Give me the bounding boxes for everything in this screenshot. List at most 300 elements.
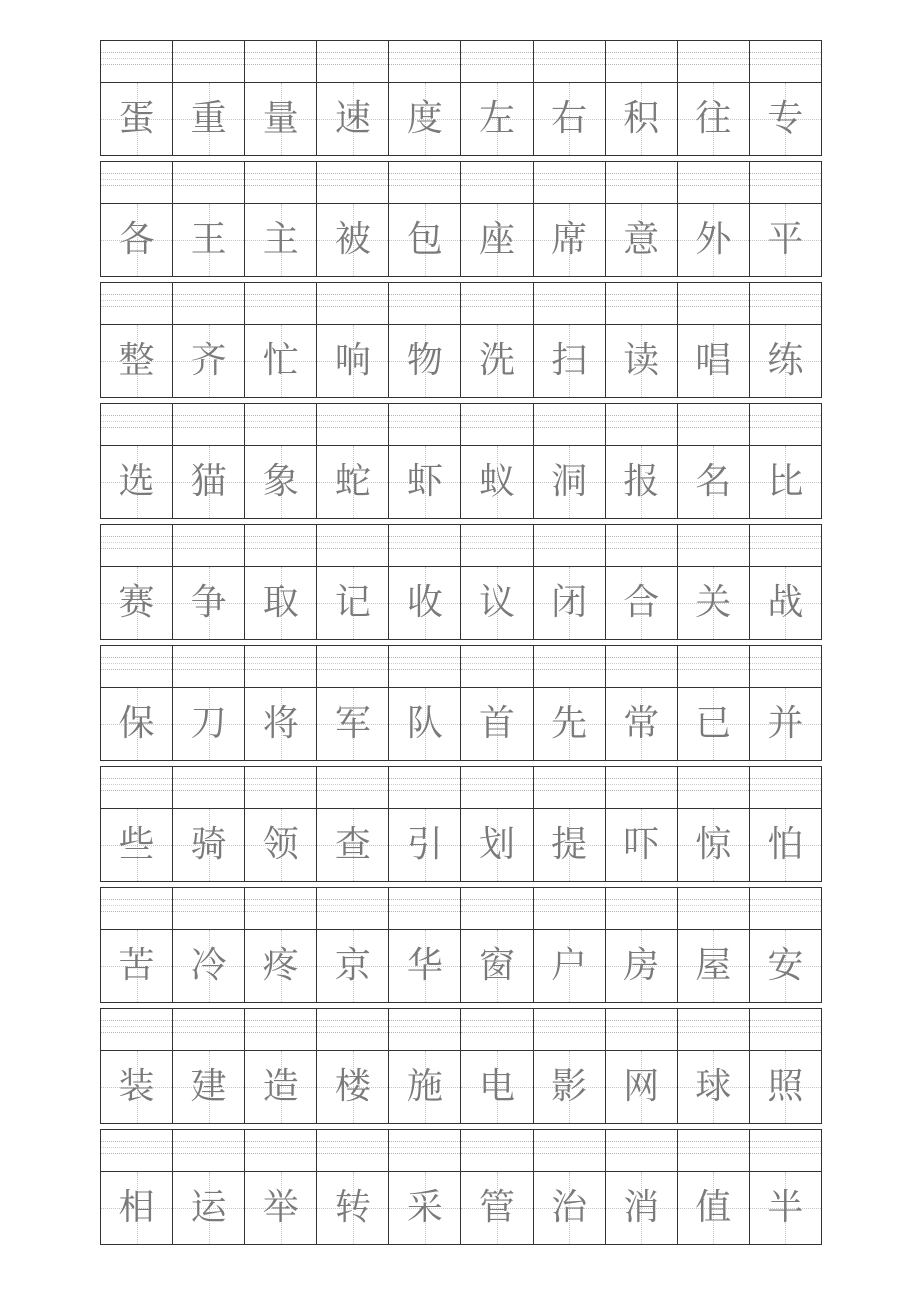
- pinyin-cell: [389, 162, 461, 203]
- pinyin-cell: [389, 1009, 461, 1050]
- character-glyph: 些: [118, 824, 155, 865]
- character-glyph: 疼: [262, 945, 299, 986]
- character-cell: [389, 809, 461, 881]
- character-row: [101, 446, 821, 518]
- pinyin-cell: [750, 525, 821, 566]
- character-glyph: 记: [334, 582, 371, 623]
- pinyin-cell: [750, 162, 821, 203]
- character-row-block: [100, 887, 822, 1003]
- pinyin-cell: [534, 404, 606, 445]
- pinyin-cell: [678, 1009, 750, 1050]
- character-glyph: 提: [551, 824, 588, 865]
- pinyin-cell: [750, 767, 821, 808]
- character-row-block: [100, 1129, 822, 1245]
- character-cell: [750, 83, 821, 155]
- character-glyph: 意: [623, 219, 660, 260]
- character-cell: [173, 688, 245, 760]
- character-cell: [606, 688, 678, 760]
- character-cell: [173, 567, 245, 639]
- character-cell: [101, 204, 173, 276]
- character-glyph: 并: [767, 703, 804, 744]
- character-glyph: 物: [406, 340, 443, 381]
- pinyin-cell: [101, 41, 173, 82]
- character-cell: [678, 688, 750, 760]
- pinyin-cell: [173, 162, 245, 203]
- character-glyph: 建: [190, 1066, 227, 1107]
- pinyin-guide-row: [101, 888, 821, 930]
- character-cell: [101, 930, 173, 1002]
- pinyin-cell: [245, 646, 317, 687]
- pinyin-cell: [389, 525, 461, 566]
- character-cell: [678, 809, 750, 881]
- character-glyph: 电: [479, 1066, 516, 1107]
- character-cell: [317, 83, 389, 155]
- character-cell: [461, 930, 533, 1002]
- character-cell: [173, 1051, 245, 1123]
- pinyin-cell: [245, 41, 317, 82]
- character-cell: [750, 1051, 821, 1123]
- character-cell: [750, 930, 821, 1002]
- character-glyph: 赛: [118, 582, 155, 623]
- pinyin-cell: [678, 1130, 750, 1171]
- character-cell: [534, 1051, 606, 1123]
- character-cell: [534, 446, 606, 518]
- character-glyph: 外: [695, 219, 732, 260]
- pinyin-cell: [101, 1009, 173, 1050]
- character-glyph: 网: [623, 1066, 660, 1107]
- pinyin-cell: [461, 525, 533, 566]
- pinyin-cell: [245, 525, 317, 566]
- character-glyph: 吓: [623, 824, 660, 865]
- character-cell: [245, 325, 317, 397]
- character-cell: [750, 446, 821, 518]
- character-cell: [317, 1172, 389, 1244]
- pinyin-cell: [461, 767, 533, 808]
- character-glyph: 练: [767, 340, 804, 381]
- pinyin-cell: [173, 283, 245, 324]
- character-glyph: 划: [479, 824, 516, 865]
- character-cell: [173, 930, 245, 1002]
- pinyin-guide-row: [101, 404, 821, 446]
- pinyin-cell: [534, 283, 606, 324]
- pinyin-cell: [534, 162, 606, 203]
- character-glyph: 房: [623, 945, 660, 986]
- pinyin-cell: [678, 646, 750, 687]
- pinyin-guide-row: [101, 1009, 821, 1051]
- character-glyph: 常: [623, 703, 660, 744]
- character-cell: [750, 809, 821, 881]
- pinyin-cell: [534, 646, 606, 687]
- character-cell: [101, 567, 173, 639]
- character-cell: [389, 325, 461, 397]
- character-cell: [317, 688, 389, 760]
- pinyin-cell: [606, 41, 678, 82]
- character-cell: [245, 446, 317, 518]
- pinyin-cell: [173, 767, 245, 808]
- character-cell: [606, 567, 678, 639]
- character-glyph: 报: [623, 461, 660, 502]
- character-glyph: 合: [623, 582, 660, 623]
- pinyin-guide-row: [101, 1130, 821, 1172]
- character-row-block: [100, 645, 822, 761]
- pinyin-guide-row: [101, 41, 821, 83]
- character-glyph: 球: [695, 1066, 732, 1107]
- character-cell: [317, 1051, 389, 1123]
- pinyin-cell: [173, 41, 245, 82]
- character-row-block: [100, 161, 822, 277]
- character-glyph: 取: [262, 582, 299, 623]
- character-cell: [461, 325, 533, 397]
- pinyin-cell: [245, 1009, 317, 1050]
- character-cell: [101, 688, 173, 760]
- character-cell: [317, 325, 389, 397]
- character-row-block: [100, 403, 822, 519]
- pinyin-cell: [606, 1130, 678, 1171]
- character-row: [101, 83, 821, 155]
- character-cell: [750, 688, 821, 760]
- character-cell: [678, 567, 750, 639]
- character-cell: [461, 83, 533, 155]
- character-cell: [750, 1172, 821, 1244]
- character-glyph: 包: [406, 219, 443, 260]
- character-cell: [606, 83, 678, 155]
- character-cell: [678, 83, 750, 155]
- pinyin-cell: [317, 888, 389, 929]
- character-cell: [534, 83, 606, 155]
- pinyin-cell: [750, 41, 821, 82]
- character-cell: [317, 809, 389, 881]
- pinyin-cell: [461, 41, 533, 82]
- pinyin-cell: [317, 283, 389, 324]
- character-row: [101, 688, 821, 760]
- pinyin-cell: [317, 646, 389, 687]
- pinyin-cell: [678, 888, 750, 929]
- character-cell: [606, 1051, 678, 1123]
- practice-sheet: [100, 40, 822, 1245]
- character-cell: [606, 446, 678, 518]
- pinyin-cell: [606, 404, 678, 445]
- character-cell: [389, 930, 461, 1002]
- pinyin-cell: [534, 41, 606, 82]
- character-row: [101, 1172, 821, 1244]
- character-cell: [317, 446, 389, 518]
- character-glyph: 转: [334, 1187, 371, 1228]
- pinyin-cell: [678, 162, 750, 203]
- character-cell: [678, 446, 750, 518]
- character-row: [101, 325, 821, 397]
- character-cell: [534, 204, 606, 276]
- pinyin-cell: [750, 404, 821, 445]
- character-glyph: 惊: [695, 824, 732, 865]
- pinyin-cell: [173, 525, 245, 566]
- pinyin-cell: [245, 404, 317, 445]
- pinyin-cell: [389, 41, 461, 82]
- character-glyph: 造: [262, 1066, 299, 1107]
- character-glyph: 消: [623, 1187, 660, 1228]
- pinyin-cell: [606, 767, 678, 808]
- character-cell: [101, 809, 173, 881]
- character-glyph: 争: [190, 582, 227, 623]
- pinyin-cell: [101, 767, 173, 808]
- character-row: [101, 204, 821, 276]
- character-cell: [389, 688, 461, 760]
- pinyin-cell: [317, 41, 389, 82]
- pinyin-cell: [389, 646, 461, 687]
- character-glyph: 名: [695, 461, 732, 502]
- character-glyph: 华: [406, 945, 443, 986]
- character-glyph: 王: [190, 219, 227, 260]
- character-row-block: [100, 282, 822, 398]
- character-glyph: 影: [551, 1066, 588, 1107]
- character-glyph: 引: [406, 824, 443, 865]
- character-cell: [534, 1172, 606, 1244]
- character-glyph: 京: [334, 945, 371, 986]
- character-cell: [461, 204, 533, 276]
- character-cell: [461, 567, 533, 639]
- pinyin-cell: [461, 283, 533, 324]
- character-glyph: 半: [767, 1187, 804, 1228]
- character-glyph: 右: [551, 98, 588, 139]
- character-glyph: 采: [406, 1187, 443, 1228]
- character-cell: [461, 446, 533, 518]
- pinyin-cell: [101, 525, 173, 566]
- character-glyph: 保: [118, 703, 155, 744]
- pinyin-cell: [245, 1130, 317, 1171]
- character-glyph: 象: [262, 461, 299, 502]
- character-glyph: 速: [334, 98, 371, 139]
- character-cell: [173, 204, 245, 276]
- character-glyph: 各: [118, 219, 155, 260]
- pinyin-cell: [317, 525, 389, 566]
- pinyin-cell: [101, 404, 173, 445]
- character-glyph: 平: [767, 219, 804, 260]
- pinyin-guide-row: [101, 767, 821, 809]
- character-glyph: 主: [262, 219, 299, 260]
- pinyin-cell: [173, 646, 245, 687]
- pinyin-cell: [101, 646, 173, 687]
- pinyin-cell: [245, 162, 317, 203]
- character-cell: [461, 688, 533, 760]
- character-cell: [389, 204, 461, 276]
- character-glyph: 施: [406, 1066, 443, 1107]
- pinyin-cell: [461, 1009, 533, 1050]
- character-cell: [678, 325, 750, 397]
- pinyin-cell: [534, 1130, 606, 1171]
- character-cell: [534, 688, 606, 760]
- character-glyph: 值: [695, 1187, 732, 1228]
- character-row: [101, 930, 821, 1002]
- character-cell: [606, 1172, 678, 1244]
- pinyin-cell: [389, 404, 461, 445]
- character-glyph: 举: [262, 1187, 299, 1228]
- character-cell: [750, 204, 821, 276]
- character-glyph: 运: [190, 1187, 227, 1228]
- pinyin-cell: [389, 283, 461, 324]
- character-cell: [101, 1172, 173, 1244]
- character-cell: [173, 325, 245, 397]
- pinyin-cell: [173, 1009, 245, 1050]
- pinyin-guide-row: [101, 646, 821, 688]
- pinyin-cell: [101, 888, 173, 929]
- character-glyph: 扫: [551, 340, 588, 381]
- character-cell: [606, 809, 678, 881]
- character-cell: [534, 325, 606, 397]
- character-cell: [245, 688, 317, 760]
- pinyin-cell: [606, 888, 678, 929]
- character-row-block: [100, 766, 822, 882]
- pinyin-cell: [606, 525, 678, 566]
- character-cell: [245, 1051, 317, 1123]
- character-cell: [245, 930, 317, 1002]
- character-glyph: 选: [118, 461, 155, 502]
- pinyin-cell: [534, 525, 606, 566]
- character-glyph: 冷: [190, 945, 227, 986]
- character-glyph: 量: [262, 98, 299, 139]
- character-row-block: [100, 524, 822, 640]
- character-glyph: 骑: [190, 824, 227, 865]
- character-glyph: 领: [262, 824, 299, 865]
- pinyin-cell: [461, 162, 533, 203]
- character-cell: [461, 809, 533, 881]
- character-glyph: 专: [767, 98, 804, 139]
- character-glyph: 唱: [695, 340, 732, 381]
- character-glyph: 蚁: [479, 461, 516, 502]
- pinyin-cell: [534, 1009, 606, 1050]
- pinyin-cell: [750, 1130, 821, 1171]
- pinyin-cell: [678, 283, 750, 324]
- pinyin-cell: [317, 767, 389, 808]
- character-cell: [389, 446, 461, 518]
- character-glyph: 管: [479, 1187, 516, 1228]
- character-glyph: 虾: [406, 461, 443, 502]
- character-cell: [101, 83, 173, 155]
- pinyin-cell: [750, 283, 821, 324]
- character-glyph: 屋: [695, 945, 732, 986]
- pinyin-cell: [678, 41, 750, 82]
- character-cell: [245, 1172, 317, 1244]
- character-glyph: 齐: [190, 340, 227, 381]
- character-glyph: 战: [767, 582, 804, 623]
- character-cell: [317, 930, 389, 1002]
- character-glyph: 读: [623, 340, 660, 381]
- pinyin-cell: [606, 162, 678, 203]
- character-glyph: 往: [695, 98, 732, 139]
- pinyin-cell: [173, 404, 245, 445]
- pinyin-cell: [750, 646, 821, 687]
- character-glyph: 洗: [479, 340, 516, 381]
- character-cell: [245, 83, 317, 155]
- pinyin-cell: [101, 162, 173, 203]
- character-cell: [245, 204, 317, 276]
- character-glyph: 猫: [190, 461, 227, 502]
- pinyin-cell: [245, 283, 317, 324]
- pinyin-cell: [534, 888, 606, 929]
- pinyin-guide-row: [101, 162, 821, 204]
- character-cell: [750, 567, 821, 639]
- character-glyph: 楼: [334, 1066, 371, 1107]
- pinyin-cell: [606, 1009, 678, 1050]
- pinyin-cell: [678, 767, 750, 808]
- pinyin-cell: [534, 767, 606, 808]
- character-glyph: 治: [551, 1187, 588, 1228]
- character-glyph: 忙: [262, 340, 299, 381]
- pinyin-cell: [317, 1009, 389, 1050]
- pinyin-cell: [245, 888, 317, 929]
- pinyin-cell: [606, 283, 678, 324]
- character-glyph: 首: [479, 703, 516, 744]
- character-glyph: 关: [695, 582, 732, 623]
- pinyin-cell: [101, 283, 173, 324]
- character-glyph: 闭: [551, 582, 588, 623]
- pinyin-cell: [101, 1130, 173, 1171]
- pinyin-cell: [317, 1130, 389, 1171]
- pinyin-guide-row: [101, 525, 821, 567]
- character-cell: [389, 1172, 461, 1244]
- character-cell: [534, 809, 606, 881]
- character-glyph: 整: [118, 340, 155, 381]
- pinyin-cell: [750, 888, 821, 929]
- character-cell: [173, 446, 245, 518]
- pinyin-cell: [389, 1130, 461, 1171]
- character-glyph: 将: [262, 703, 299, 744]
- character-cell: [678, 930, 750, 1002]
- pinyin-cell: [750, 1009, 821, 1050]
- pinyin-cell: [461, 888, 533, 929]
- pinyin-cell: [173, 1130, 245, 1171]
- pinyin-cell: [461, 1130, 533, 1171]
- pinyin-guide-row: [101, 283, 821, 325]
- character-glyph: 窗: [479, 945, 516, 986]
- character-glyph: 队: [406, 703, 443, 744]
- character-cell: [101, 1051, 173, 1123]
- character-cell: [173, 83, 245, 155]
- pinyin-cell: [389, 888, 461, 929]
- character-cell: [606, 204, 678, 276]
- character-cell: [317, 204, 389, 276]
- character-cell: [101, 325, 173, 397]
- character-glyph: 比: [767, 461, 804, 502]
- character-cell: [389, 567, 461, 639]
- character-glyph: 被: [334, 219, 371, 260]
- character-glyph: 怕: [767, 824, 804, 865]
- pinyin-cell: [461, 404, 533, 445]
- character-glyph: 重: [190, 98, 227, 139]
- character-glyph: 左: [479, 98, 516, 139]
- character-row: [101, 567, 821, 639]
- character-cell: [461, 1172, 533, 1244]
- pinyin-cell: [317, 404, 389, 445]
- character-cell: [245, 809, 317, 881]
- character-glyph: 已: [695, 703, 732, 744]
- character-glyph: 洞: [551, 461, 588, 502]
- character-cell: [678, 204, 750, 276]
- character-cell: [173, 1172, 245, 1244]
- character-cell: [245, 567, 317, 639]
- character-cell: [389, 83, 461, 155]
- pinyin-cell: [317, 162, 389, 203]
- character-glyph: 装: [118, 1066, 155, 1107]
- character-glyph: 查: [334, 824, 371, 865]
- pinyin-cell: [678, 404, 750, 445]
- character-glyph: 座: [479, 219, 516, 260]
- character-cell: [606, 325, 678, 397]
- character-glyph: 户: [551, 945, 588, 986]
- pinyin-cell: [461, 646, 533, 687]
- pinyin-cell: [389, 767, 461, 808]
- character-glyph: 安: [767, 945, 804, 986]
- pinyin-cell: [173, 888, 245, 929]
- character-glyph: 席: [551, 219, 588, 260]
